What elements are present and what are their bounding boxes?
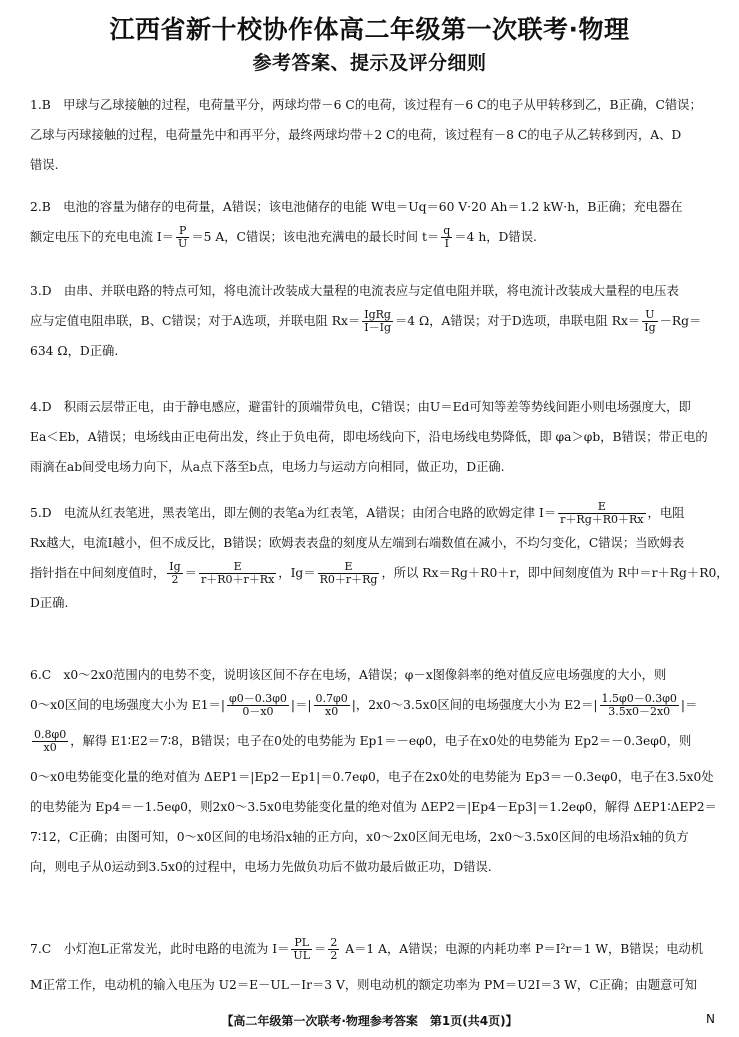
fraction	[441, 225, 452, 250]
denominator: r＋Rg＋R0＋Rx	[560, 513, 644, 526]
fraction	[362, 309, 393, 334]
answer-6-line-1: 6.C x0～2x0范围内的电势不变，说明该区间不存在电场，A错误；φ－x图像斜率的绝对值反应电场强度的大小，则	[30, 668, 667, 682]
text-segment: 5.D 电流从红表笔进，黑表笔出，即左侧的表笔a为红表笔，A错误；由闭合电路的欧姆定律 I＝	[30, 506, 557, 520]
answer-5-line-1	[30, 498, 714, 528]
denominator: Ig	[644, 321, 656, 334]
denominator: R0＋r＋Rg	[319, 573, 378, 586]
denominator: 3.5x0－2x0	[608, 705, 671, 718]
fraction	[314, 693, 350, 718]
answer-3-line-2	[30, 306, 714, 336]
text-segment: －Rg＝	[659, 314, 702, 328]
numerator: q	[443, 224, 451, 237]
footer-mark: N	[706, 1012, 715, 1026]
fraction	[318, 561, 380, 586]
answer-6-line-4: 0～x0电势能变化量的绝对值为 ΔEP1＝|Ep2－Ep1|＝0.7eφ0，电子在2x0处的电势能为 Ep3＝－0.3eφ0，电子在3.5x0处	[30, 770, 714, 784]
text-segment: ，电阻	[647, 506, 685, 520]
fraction	[32, 729, 68, 754]
text-segment: ，解得 E1∶E2＝7∶8，B错误；电子在0处的电势能为 Ep1＝－eφ0，电子在x0处的电势能为 Ep2＝－0.3eφ0，则	[70, 734, 692, 748]
denominator: 2	[171, 573, 179, 586]
numerator: U	[642, 309, 657, 322]
text-segment: ＝4 h，D错误.	[454, 230, 537, 244]
numerator: 0.8φ0	[34, 728, 67, 741]
answer-2-line-1: 2.B 电池的容量为储存的电荷量，A错误；该电池储存的电能 W电＝Uq＝60 V·20 Ah＝1.2 kW·h，B正确；充电器在	[30, 200, 683, 214]
fraction	[176, 225, 189, 250]
answer-7-line-1	[30, 934, 714, 970]
answer-4-line-2: Ea＜Eb，A错误；电场线由正电荷出发，终止于负电荷，即电场线向下，沿电场线电势降低，即 φa＞φb，B错误；带正电的	[30, 430, 708, 444]
denominator: 0－x0	[242, 705, 274, 718]
page-subtitle: 参考答案、提示及评分细则	[252, 52, 487, 74]
numerator: 2	[330, 936, 338, 949]
answer-5-line-3	[30, 558, 729, 588]
answer-5-line-4: D正确.	[30, 596, 69, 610]
fraction	[227, 693, 289, 718]
answer-4	[30, 392, 714, 482]
text-segment: ＝	[685, 698, 698, 712]
numerator: Ig	[169, 560, 181, 573]
denominator: U	[178, 237, 188, 250]
answer-6-line-5: 的电势能为 Ep4＝－1.5eφ0，则2x0～3.5x0电势能变化量的绝对值为 ΔEP2＝|Ep4－Ep3|＝1.2eφ0，解得 ΔEP1∶ΔEP2＝	[30, 800, 717, 814]
text-segment: ，所以 Rx＝Rg＋R0＋r，即中间刻度值为 R中＝r＋Rg＋R0，	[381, 566, 729, 580]
answer-1-line-2: 乙球与丙球接触的过程，电荷量先中和再平分，最终两球均带＋2 C的电荷，该过程有－8 C的电子从乙转移到丙，A、D	[30, 128, 682, 142]
fraction	[167, 561, 182, 586]
text-segment: A＝1 A，A错误；电源的内耗功率 P＝I²r＝1 W，B错误；电动机	[341, 942, 704, 956]
answer-4-line-1: 4.D 积雨云层带正电，由于静电感应，避雷针的顶端带负电，C错误；由U＝Ed可知等差等势线间距小则电场强度大，即	[30, 400, 691, 414]
answer-6-line-3	[30, 726, 714, 762]
answer-5	[30, 498, 729, 618]
text-segment: ＝	[184, 566, 197, 580]
denominator: I－Ig	[364, 321, 391, 334]
denominator: r＋R0＋r＋Rx	[200, 573, 275, 586]
text-segment: ，Ig＝	[278, 566, 316, 580]
page-footer: 【高二年级第一次联考·物理参考答案 第1页(共4页)】	[221, 1014, 518, 1028]
text-segment: ＝4 Ω，A错误；对于D选项，串联电阻 Rx＝	[395, 314, 641, 328]
answer-3-line-1: 3.D 由串、并联电路的特点可知，将电流计改装成大量程的电流表应与定值电阻并联，将电流计改装成大量程的电压表	[30, 284, 679, 298]
text-segment: 额定电压下的充电电流 I＝	[30, 230, 175, 244]
answer-5-line-2: Rx越大，电流I越小，但不成反比，B错误；欧姆表表盘的刻度从左端到右端数值在减小，不均匀变化，C错误；当欧姆表	[30, 536, 685, 550]
answer-7	[30, 934, 714, 1000]
denominator: x0	[43, 741, 57, 754]
denominator: 2	[330, 949, 338, 962]
answer-1	[30, 90, 714, 180]
denominator: I	[444, 237, 449, 250]
fraction	[642, 309, 657, 334]
fraction	[291, 937, 312, 962]
answer-4-line-3: 雨滴在ab间受电场力向下，从a点下落至b点，电场力与运动方向相同，做正功，D正确.	[30, 460, 505, 474]
fraction	[558, 501, 645, 526]
answer-6-line-6: 7∶12，C正确；由图可知，0～x0区间的电场沿x轴的正方向，x0～2x0区间无电场，2x0～3.5x0区间的电场沿x轴的负方	[30, 830, 689, 844]
answer-7-line-2: M正常工作，电动机的输入电压为 U2＝E－UL－Ir＝3 V，则电动机的额定功率为 PM＝U2I＝3 W，C正确；由题意可知	[30, 978, 698, 992]
text-segment: ＝	[295, 698, 308, 712]
denominator: UL	[293, 949, 310, 962]
page-title: 江西省新十校协作体高二年级第一次联考·物理	[109, 15, 630, 44]
numerator: PL	[291, 937, 312, 950]
text-segment: 0～x0区间的电场强度大小为 E1＝	[30, 698, 221, 712]
numerator: φ0－0.3φ0	[229, 692, 287, 705]
answer-2-line-2	[30, 222, 714, 252]
text-segment: 应与定值电阻串联，B、C错误；对于A选项，并联电阻 Rx＝	[30, 314, 361, 328]
numerator: E	[199, 561, 276, 574]
numerator: E	[558, 501, 645, 514]
answer-3-line-3: 634 Ω，D正确.	[30, 344, 119, 358]
text-segment: ＝	[314, 942, 327, 956]
answer-6-line-7: 向，则电子从0运动到3.5x0的过程中，电场力先做负功后不做功最后做正功，D错误.	[30, 860, 492, 874]
answer-6	[30, 660, 717, 882]
numerator: P	[176, 225, 189, 238]
text-segment: 7.C 小灯泡L正常发光，此时电路的电流为 I＝	[30, 942, 290, 956]
answer-6-line-2: 0～x0区间的电场强度大小为 E1＝| $\frac{\varphi 0-0.3\varphi 0}{0-x0}$ |＝| $\frac{0.7\varphi 0}{x0}$ |，2x0～3.5x0区间的电场强度大小为 E2＝| $\frac{1.5\varphi 0-0.3\varphi 0}{3.5x0-2x0}$ |＝	[30, 692, 698, 718]
text-segment: ＝5 A，C错误；该电池充满电的最长时间 t＝	[191, 230, 440, 244]
fraction	[328, 937, 339, 962]
numerator: E	[318, 561, 380, 574]
answer-1-line-1: 1.B 甲球与乙球接触的过程，电荷量平分，两球均带－6 C的电荷，该过程有－6 C的电子从甲转移到乙，B正确，C错误；	[30, 98, 702, 112]
text-segment: 指针指在中间刻度值时，	[30, 566, 166, 580]
text-segment: ，2x0～3.5x0区间的电场强度大小为 E2＝	[355, 698, 594, 712]
denominator: x0	[325, 705, 339, 718]
fraction	[600, 693, 679, 718]
numerator: IgRg	[362, 309, 393, 322]
numerator: 1.5φ0－0.3φ0	[601, 692, 677, 705]
fraction	[199, 561, 276, 586]
answer-3	[30, 276, 714, 366]
numerator: 0.7φ0	[315, 692, 348, 705]
answer-2	[30, 192, 714, 252]
answer-1-line-3: 错误.	[30, 158, 59, 172]
